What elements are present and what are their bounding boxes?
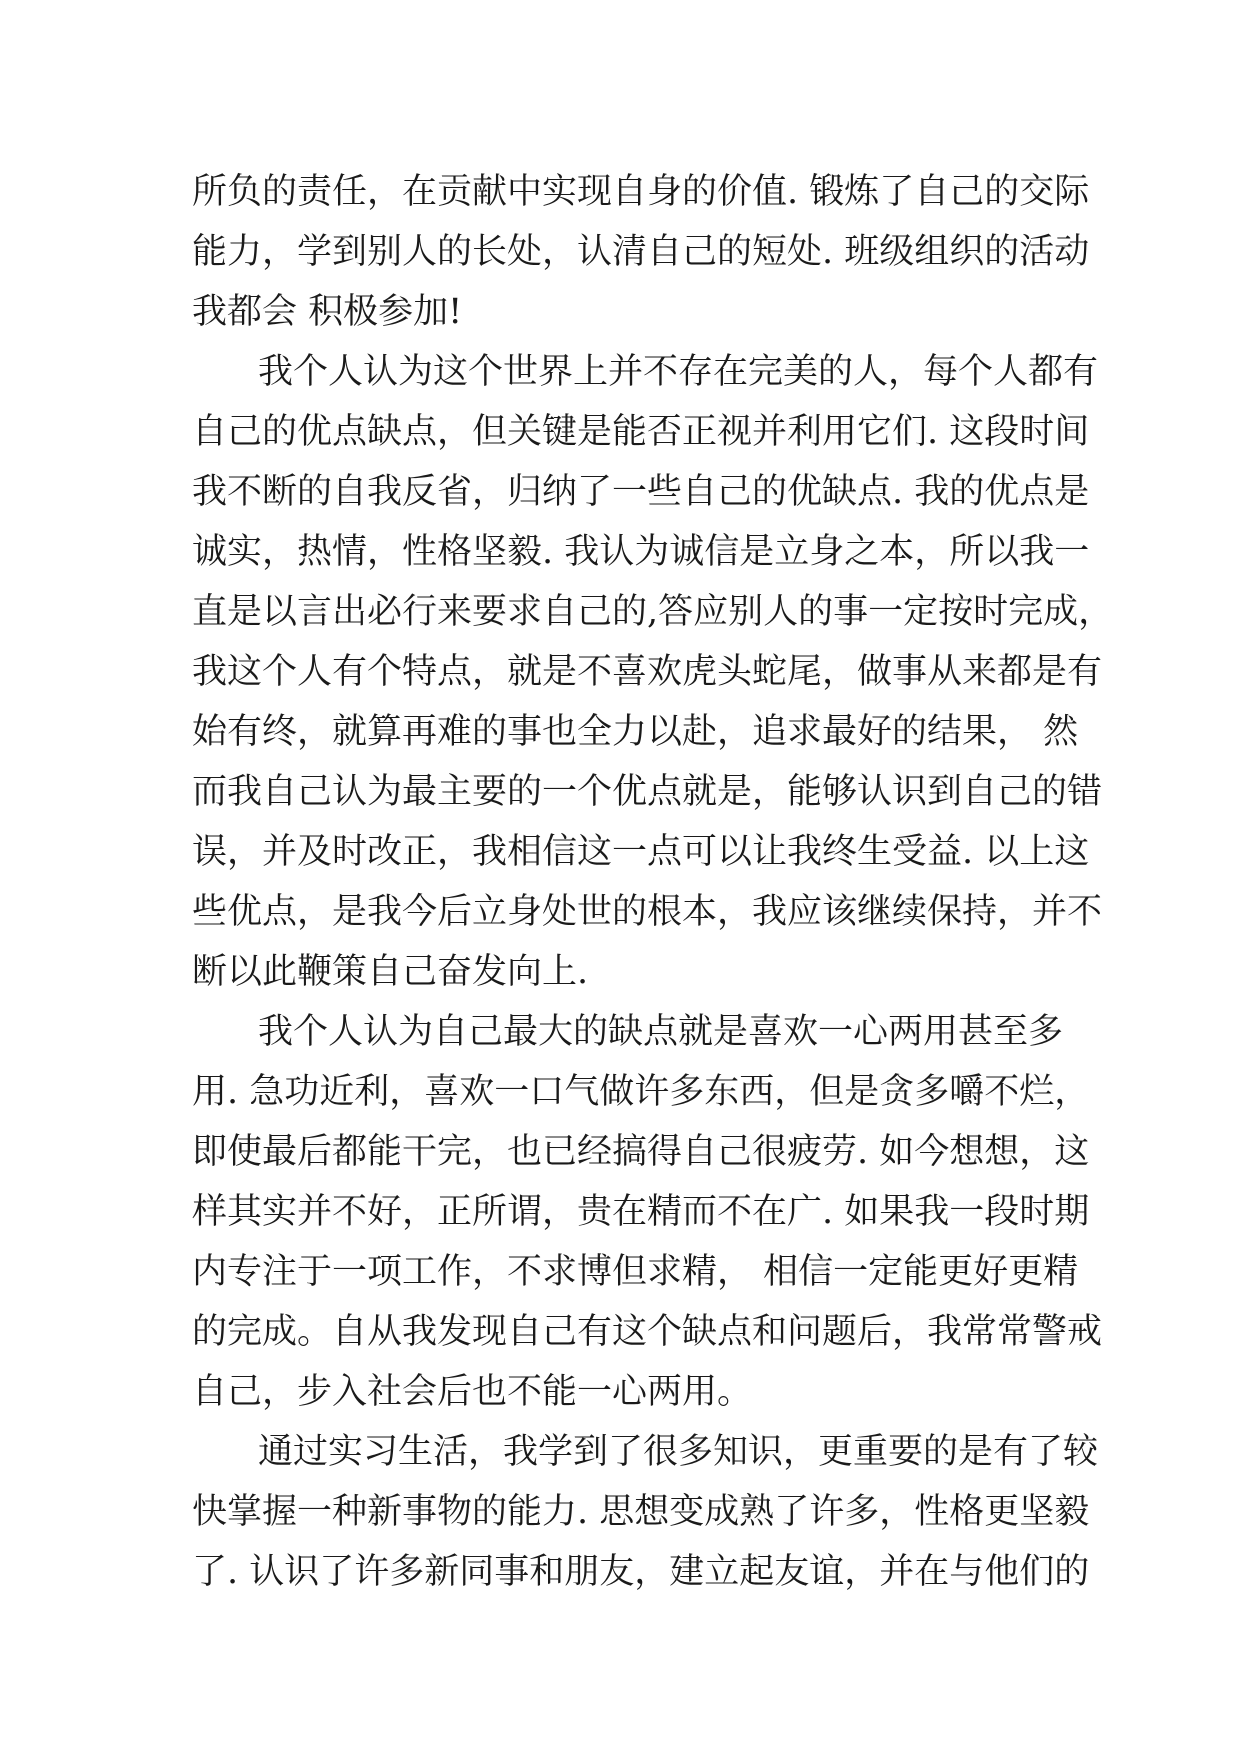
text-line: 内专注于一项工作，不求博但求精， 相信一定能更好更精 bbox=[192, 1252, 1079, 1292]
text-line: 诚实，热情，性格坚毅. 我认为诚信是立身之本，所以我一 bbox=[192, 532, 1090, 572]
text-line: 自己的优点缺点，但关键是能否正视并利用它们. 这段时间 bbox=[192, 412, 1090, 452]
text-line: 误，并及时改正，我相信这一点可以让我终生受益. 以上这 bbox=[192, 832, 1090, 872]
paragraph-first-line: 我个人认为这个世界上并不存在完美的人，每个人都有 bbox=[258, 352, 1099, 392]
text-line: 样其实并不好，正所谓，贵在精而不在广. 如果我一段时期 bbox=[192, 1192, 1090, 1232]
text-line: 些优点，是我今后立身处世的根本，我应该继续保持，并不 bbox=[192, 892, 1103, 932]
text-line: 即使最后都能干完，也已经搞得自己很疲劳. 如今想想，这 bbox=[192, 1132, 1090, 1172]
text-line: 能力，学到别人的长处，认清自己的短处. 班级组织的活动 bbox=[192, 232, 1090, 272]
text-line: 了. 认识了许多新同事和朋友，建立起友谊，并在与他们的 bbox=[192, 1552, 1090, 1592]
text-line: 自己，步入社会后也不能一心两用。 bbox=[192, 1372, 753, 1412]
paragraph-first-line: 通过实习生活，我学到了很多知识，更重要的是有了较 bbox=[258, 1432, 1099, 1472]
text-line: 直是以言出必行来要求自己的,答应别人的事一定按时完成， bbox=[192, 592, 1114, 632]
text-line: 我不断的自我反省，归纳了一些自己的优缺点. 我的优点是 bbox=[192, 472, 1090, 512]
text-line: 我这个人有个特点，就是不喜欢虎头蛇尾，做事从来都是有 bbox=[192, 652, 1103, 692]
text-line: 始有终，就算再难的事也全力以赴，追求最好的结果， 然 bbox=[192, 712, 1079, 752]
document-body bbox=[192, 162, 1114, 1602]
text-line: 快掌握一种新事物的能力. 思想变成熟了许多，性格更坚毅 bbox=[192, 1492, 1090, 1532]
text-line: 的完成。自从我发现自己有这个缺点和问题后，我常常警戒 bbox=[192, 1312, 1103, 1352]
text-line: 断以此鞭策自己奋发向上. bbox=[192, 952, 589, 992]
text-line: 我都会 积极参加! bbox=[192, 292, 463, 332]
text-line: 用. 急功近利，喜欢一口气做许多东西，但是贪多嚼不烂， bbox=[192, 1072, 1090, 1112]
paragraph-first-line: 我个人认为自己最大的缺点就是喜欢一心两用甚至多 bbox=[258, 1012, 1064, 1052]
text-line: 所负的责任，在贡献中实现自身的价值. 锻炼了自己的交际 bbox=[192, 172, 1090, 212]
text-line: 而我自己认为最主要的一个优点就是，能够认识到自己的错 bbox=[192, 772, 1103, 812]
